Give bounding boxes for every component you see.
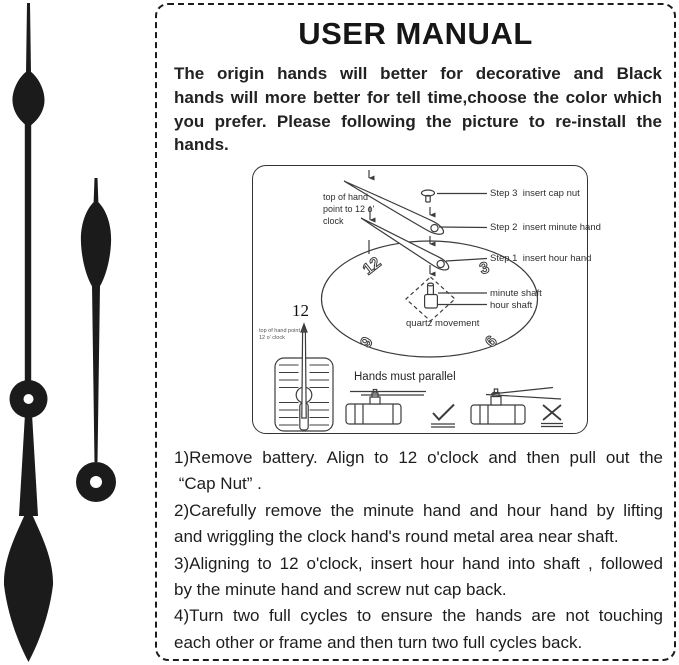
intro-paragraph — [174, 62, 662, 157]
face-number-6: 6 — [482, 332, 501, 351]
instruction-line: 3)Aligning to 12 o'clock, insert hour hand into shaft , followed — [174, 553, 663, 573]
face-number-9: 9 — [357, 334, 377, 351]
minute-hand-graphic — [4, 3, 53, 662]
label-step3: Step 3 insert cap nut — [490, 188, 580, 199]
intro-line: The origin hands will better for decorative and Black — [174, 64, 662, 83]
instruction-line: 2)Carefully remove the minute hand and hour hand by lifting — [174, 500, 663, 520]
instruction-line: “Cap Nut” . — [174, 474, 262, 494]
diagram-art — [253, 166, 586, 432]
instruction-line: each other or frame and then turn two full cycles back. — [174, 632, 583, 652]
instruction-line: and wriggling the clock hand's round metal area near shaft. — [174, 527, 619, 547]
clock-hands-graphic — [0, 0, 160, 665]
label-minute-shaft: minute shaft — [490, 288, 542, 299]
hour-hand-graphic — [76, 178, 116, 502]
face-number-12: 12 — [359, 254, 385, 279]
label-tiny-note: top of hand point to 12 o' clock — [259, 328, 307, 341]
label-hour-shaft: hour shaft — [490, 299, 533, 311]
label-hands-must-parallel: Hands must parallel — [354, 371, 456, 383]
label-quartz-movement: quartz movement — [406, 318, 480, 329]
label-top-of-hand: top of hand point to 12 o' clock — [323, 192, 375, 226]
install-diagram — [252, 165, 601, 434]
intro-line: hands will more better for tell time,choose the color which — [174, 87, 662, 107]
cap-nut-graphic — [422, 190, 435, 202]
label-step1: Step 1 insert hour hand — [490, 253, 592, 264]
x-icon — [541, 405, 563, 427]
parallel-wrong-example — [471, 388, 563, 427]
intro-line: you prefer. Please following the picture to re-install the — [174, 111, 662, 131]
clock-hands-photo — [0, 0, 160, 665]
shaft-graphic — [425, 283, 438, 308]
label-twelve: 12 — [292, 301, 309, 320]
instruction-line: by the minute hand and screw nut cap back. — [174, 580, 507, 600]
face-number-3: 3 — [477, 259, 492, 279]
instruction-line: 1)Remove battery. Align to 12 o'clock and then pull out the — [174, 448, 663, 467]
instruction-line: 4)Turn two full cycles to ensure the hands are not touching — [174, 606, 663, 626]
manual-panel — [155, 3, 676, 661]
page-title: USER MANUAL — [298, 16, 533, 51]
intro-line: hands. — [174, 135, 229, 155]
instruction-list — [174, 445, 663, 656]
label-step2: Step 2 insert minute hand — [490, 222, 601, 233]
parallel-correct-example — [346, 390, 455, 428]
check-icon — [431, 405, 455, 428]
